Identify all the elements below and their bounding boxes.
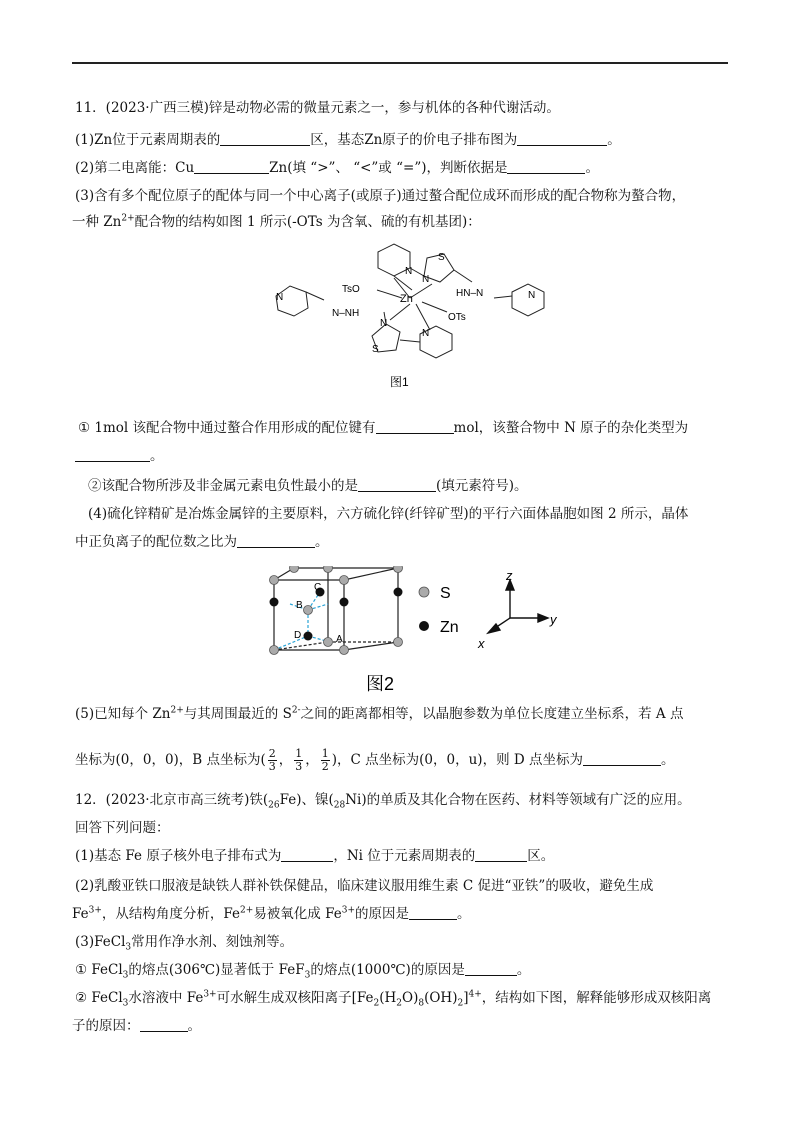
fig1-caption: 图1 [390,375,409,389]
fig1-n-label: N [405,266,413,277]
fraction: $\frac{2}{3}$ [268,747,276,773]
figure-2-zns-cell [260,566,580,698]
answer-blank[interactable] [237,534,315,548]
answer-blank[interactable] [376,420,454,434]
q11-part3-line2: 一种 $Zn^{2+}$配合物的结构如图 1 所示(-OTs 为含氧、硫的有机基团)： [72,213,481,230]
fig1-zn-label: Zn [400,293,413,305]
fig1-n-label: N [422,274,430,285]
header-rule [72,62,728,64]
answer-blank[interactable] [75,448,150,462]
axis-x-label: x [478,636,485,651]
q11-title: 11．(2023·广西三模)锌是动物必需的微量元素之一，参与机体的各种代谢活动。 [75,100,560,116]
fig1-ots-label: OTs [448,312,466,323]
q11-sub2: ②该配合物所涉及非金属元素电负性最小的是 (填元素符号)。 [88,478,528,494]
answer-blank[interactable] [194,160,269,174]
q12-sub2-line2: 子的原因： 。 [72,1018,201,1034]
fig1-n-label: N [380,318,388,329]
answer-blank[interactable] [409,906,457,920]
q12-title: 12．(2023·北京市高三统考)铁$(_{26}Fe)$、镍$(_{28}Ni)$的单质及其化合物在医药、材料等领域有广泛的应用。 [75,792,691,811]
q11-sub1: ① 1mol 该配合物中通过螯合作用形成的配位键有 mol，该螯合物中 N 原子的杂化类型为 [78,420,689,436]
fig1-nnh-label: N–NH [332,308,360,319]
fig1-n-label: N [276,292,284,303]
answer-blank[interactable] [507,160,585,174]
fig1-n-label: N [528,290,536,301]
figure-1-zn-complex [262,240,562,390]
q12-sub1: ① FeCl$_3$的熔点(306℃)显著低于 FeF$_3$的熔点(1000℃)的原因是 。 [75,962,531,981]
q12-part2-line1: (2)乳酸亚铁口服液是缺铁人群补铁保健品，临床建议服用维生素 C 促进“亚铁”的吸收，避免生成 [75,878,654,894]
answer-blank[interactable] [220,132,310,146]
axis-y-label: y [550,612,557,627]
q11-part5-line1: (5)已知每个 $Zn^{2+}$与其周围最近的 $S^{2-}$之间的距离都相等，以晶胞参数为单位长度建立坐标系，若 A 点 [75,705,684,722]
q12-instruction: 回答下列问题： [75,820,170,836]
q11-part1: (1)Zn位于元素周期表的 区，基态Zn原子的价电子排布图为 。 [75,132,621,148]
answer-blank[interactable] [475,848,527,862]
q12-part1: (1)基态 Fe 原子核外电子排布式为 ，Ni 位于元素周期表的 区。 [75,848,555,864]
fig1-s-label: S [372,344,379,355]
q11-part5-line2: 坐标为(0，0，0)，B 点坐标为( $\frac{2}{3}$ ， $\frac{1}{3}$ ， $\frac{1}{2}$ )，C 点坐标为(0，0，u)，则 D 点坐标为 。 [75,747,675,773]
fraction: $\frac{1}{2}$ [321,747,329,773]
answer-blank[interactable] [281,848,333,862]
q12-part2-line2: $Fe^{3+}$，从结构角度分析，$Fe^{2+}$易被氧化成 $Fe^{3+}$的原因是 。 [72,905,471,922]
q11-part4-line2: 中正负离子的配位数之比为 。 [75,534,329,550]
fraction: $\frac{1}{3}$ [295,747,303,773]
answer-blank[interactable] [517,132,607,146]
q11-part4-line1: (4)硫化锌精矿是冶炼金属锌的主要原料，六方硫化锌(纤锌矿型)的平行六面体晶胞如图 2 所示，晶体 [88,506,689,522]
fig2-point-b: B [296,600,303,611]
answer-blank[interactable] [465,962,517,976]
q11-part3-line1: (3)含有多个配位原子的配体与同一个中心离子(或原子)通过螯合配位成环而形成的配合物称为螯合物， [75,188,686,204]
answer-blank[interactable] [583,752,661,766]
answer-blank[interactable] [140,1018,188,1032]
legend-zn-label: Zn [440,619,459,636]
axis-z-label: z [506,568,513,583]
q12-part3: (3)FeCl$_3$常用作净水剂、刻蚀剂等。 [75,934,294,953]
legend-s-label: S [440,585,451,602]
fig1-n-label: N [422,328,430,339]
answer-blank[interactable] [358,478,436,492]
fig1-tso-label: TsO [342,284,360,295]
fig1-s-label: S [438,252,445,263]
fig1-hn-label: HN–N [456,288,484,299]
q12-sub2-line1: ② FeCl$_3$水溶液中 $Fe^{3+}$可水解生成双核阳离子$[Fe_2(H_2O)_8(OH)_2]^{4+}$，结构如下图，解释能够形成双核阳离 [75,989,712,1009]
q11-sub1-cont: 。 [75,446,164,466]
fig2-caption: 图2 [366,674,395,694]
q11-part2: (2)第二电离能：Cu Zn(填 “>”、 “<”或 “=”)，判断依据是 。 [75,160,599,176]
fig2-point-a: A [336,634,343,645]
fig2-point-d: D [294,630,302,641]
fig2-point-c: C [314,582,322,593]
